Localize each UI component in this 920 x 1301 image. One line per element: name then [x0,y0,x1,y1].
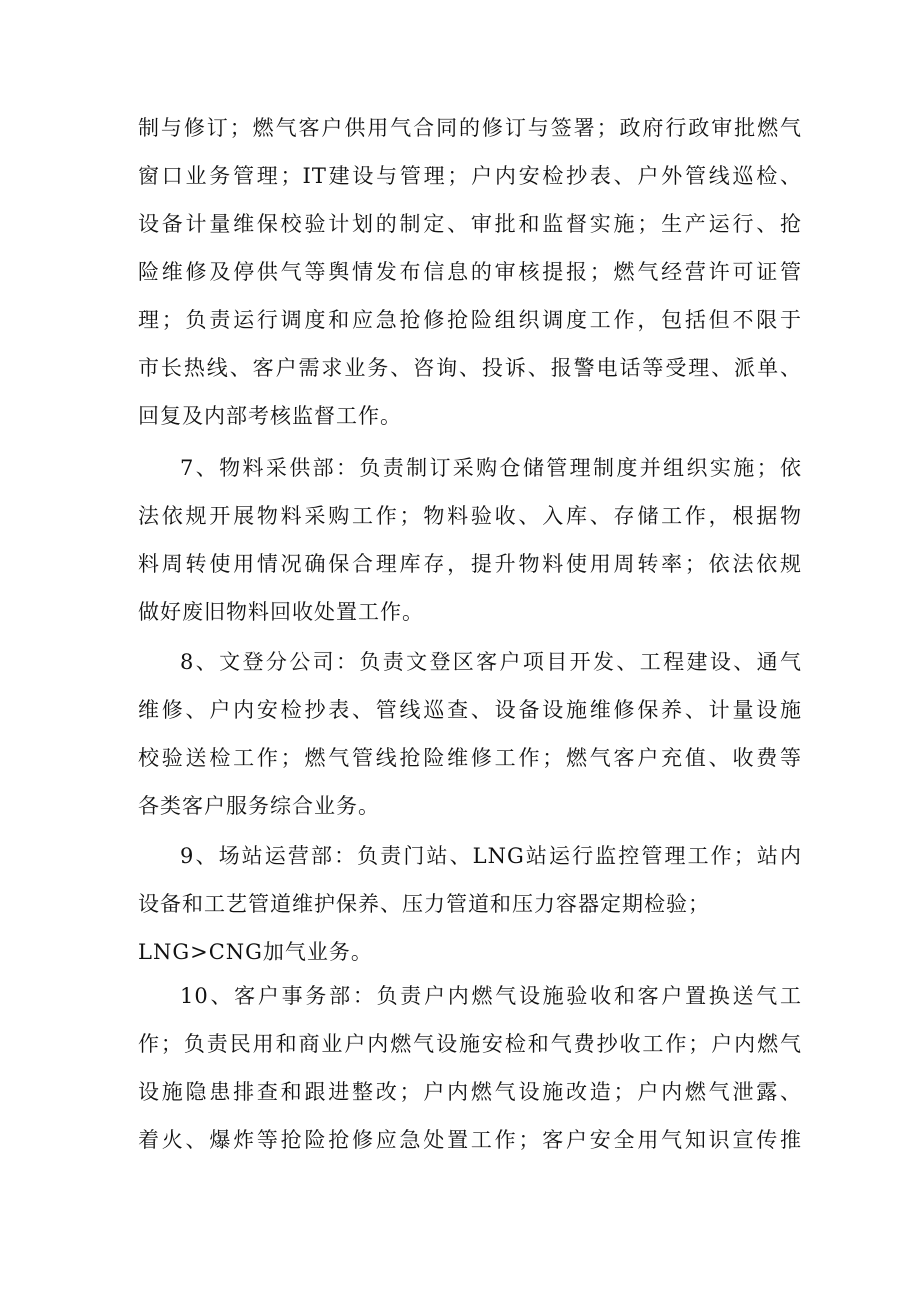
paragraph-continuation [138,104,802,440]
paragraph-item-7 [138,444,802,636]
text-line: 设备计量维保校验计划的制定、审批和监督实施；生产运行、抢 [138,212,802,236]
text-line: 各类客户服务综合业务。 [138,794,380,818]
text-line: 市长热线、客户需求业务、咨询、投诉、报警电话等受理、派单、 [138,356,802,380]
paragraph-item-10 [138,972,802,1164]
text-line: 着火、爆炸等抢险抢修应急处置工作；客户安全用气知识宣传推 [138,1128,802,1152]
text-line: 料周转使用情况确保合理库存，提升物料使用周转率；依法依规 [138,552,802,576]
text-line: 8、文登分公司：负责文登区客户项目开发、工程建设、通气 [180,650,802,674]
paragraph-item-9 [138,832,802,976]
text-line: 作；负责民用和商业户内燃气设施安检和气费抄收工作；户内燃气 [138,1032,802,1056]
text-line: 险维修及停供气等舆情发布信息的审核提报；燃气经营许可证管 [138,260,802,284]
paragraph-item-8 [138,638,802,830]
text-line: 窗口业务管理；IT建设与管理；户内安检抄表、户外管线巡检、 [138,164,802,188]
text-line: 设施隐患排查和跟进整改；户内燃气设施改造；户内燃气泄露、 [138,1080,802,1104]
text-line: LNG>CNG加气业务。 [138,940,373,964]
text-line: 校验送检工作；燃气管线抢险维修工作；燃气客户充值、收费等 [138,746,802,770]
text-line: 10、客户事务部：负责户内燃气设施验收和客户置换送气工 [180,984,802,1008]
text-line: 制与修订；燃气客户供用气合同的修订与签署；政府行政审批燃气 [138,116,802,140]
text-line: 法依规开展物料采购工作；物料验收、入库、存储工作，根据物 [138,504,802,528]
text-line: 设备和工艺管道维护保养、压力管道和压力容器定期检验； [138,892,710,916]
text-line: 7、物料采供部：负责制订采购仓储管理制度并组织实施；依 [180,456,802,480]
text-line: 维修、户内安检抄表、管线巡查、设备设施维修保养、计量设施 [138,698,802,722]
text-line: 做好废旧物料回收处置工作。 [138,600,424,624]
text-line: 理；负责运行调度和应急抢修抢险组织调度工作，包括但不限于 [138,308,802,332]
text-line: 9、场站运营部：负责门站、LNG站运行监控管理工作；站内 [180,844,802,868]
text-line: 回复及内部考核监督工作。 [138,404,402,428]
